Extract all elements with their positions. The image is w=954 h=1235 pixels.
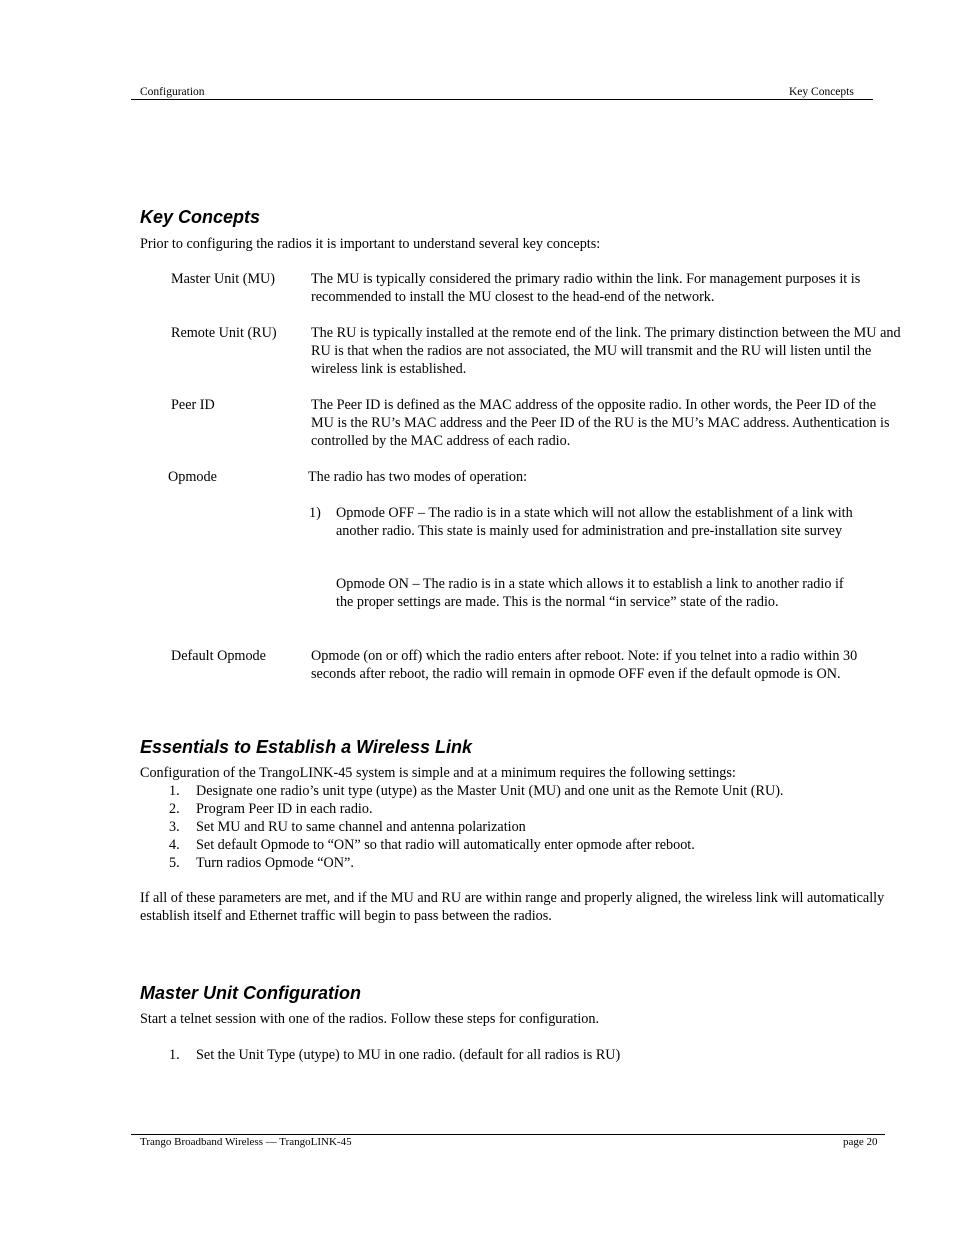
header-rule [131,99,873,100]
opmode-off-description: Opmode OFF – The radio is in a state which will not allow the establishment of a link with another radio. This state is mainly used for administration and pre-installation site survey [336,505,853,539]
definition-opmode: The radio has two modes of operation: [308,469,528,485]
key-concepts-heading: Key Concepts [140,207,261,227]
essentials-list [169,782,889,872]
master-unit-intro: Start a telnet session with one of the radios. Follow these steps for configuration. [140,1011,600,1027]
definition-default-opmode: Opmode (on or off) which the radio enters after reboot. Note: if you telnet into a radio within 30 seconds after reboot, the radio will remain in opmode OFF even if the default opmode is ON. [311,648,858,682]
essentials-intro: Configuration of the TrangoLINK-45 system is simple and at a minimum requires the following settings: [140,765,736,781]
definition-peer-id: The Peer ID is defined as the MAC address of the opposite radio. In other words, the Peer ID of the MU is the RU’s MAC address and the Peer ID of the RU is the MU’s MAC address. Authentication is controlled by the MAC address of each radio. [311,397,890,449]
footer-publisher: Trango Broadband Wireless — TrangoLINK-45 [140,1136,352,1148]
list-item [169,782,889,800]
term-default-opmode: Default Opmode [171,648,266,664]
page-number: page 20 [843,1136,878,1148]
essentials-heading: Essentials to Establish a Wireless Link [140,737,472,757]
list-item [169,1046,889,1064]
master-unit-heading: Master Unit Configuration [140,983,361,1003]
definition-remote-unit: The RU is typically installed at the remote end of the link. The primary distinction between the MU and RU is that when the radios are not associated, the MU will transmit and the RU will listen until the wireless link is established. [311,325,901,377]
list-item-text: Set the Unit Type (utype) to MU in one radio. (default for all radios is RU) [196,1047,621,1063]
master-unit-steps [169,1046,889,1064]
list-item-text: Designate one radio’s unit type (utype) as the Master Unit (MU) and one unit as the Remote Unit (RU). [196,783,784,799]
term-master-unit: Master Unit (MU) [171,271,276,287]
term-peer-id: Peer ID [171,397,215,413]
key-concepts-intro: Prior to configuring the radios it is important to understand several key concepts: [140,236,601,252]
list-item [169,854,889,872]
list-item [169,836,889,854]
opmode-on-description: Opmode ON – The radio is in a state which allows it to establish a link to another radio if the proper settings are made. This is the normal “in service” state of the radio. [336,576,844,610]
list-item-number: 5. [169,855,180,871]
list-item [169,800,889,818]
list-item-number: 4. [169,837,180,853]
definition-master-unit: The MU is typically considered the primary radio within the link. For management purposes it is recommended to install the MU closest to the head-end of the network. [311,271,861,305]
running-header-section: Configuration [140,86,205,98]
term-remote-unit: Remote Unit (RU) [171,325,277,341]
list-item-text: Set MU and RU to same channel and antenna polarization [196,819,526,835]
running-header-topic: Key Concepts [789,86,854,98]
list-item-number: 1. [169,1047,180,1063]
opmode-item-number: 1) [309,505,321,521]
list-item [169,818,889,836]
list-item-text: Program Peer ID in each radio. [196,801,373,817]
essentials-closing: If all of these parameters are met, and if the MU and RU are within range and properly aligned, the wireless link will automatically establish itself and Ethernet traffic will begin to pass between the radios. [140,890,885,924]
list-item-number: 3. [169,819,180,835]
list-item-text: Turn radios Opmode “ON”. [196,855,354,871]
list-item-text: Set default Opmode to “ON” so that radio will automatically enter opmode after reboot. [196,837,695,853]
term-opmode: Opmode [168,469,217,485]
list-item-number: 1. [169,783,180,799]
list-item-number: 2. [169,801,180,817]
footer-rule [131,1134,885,1135]
